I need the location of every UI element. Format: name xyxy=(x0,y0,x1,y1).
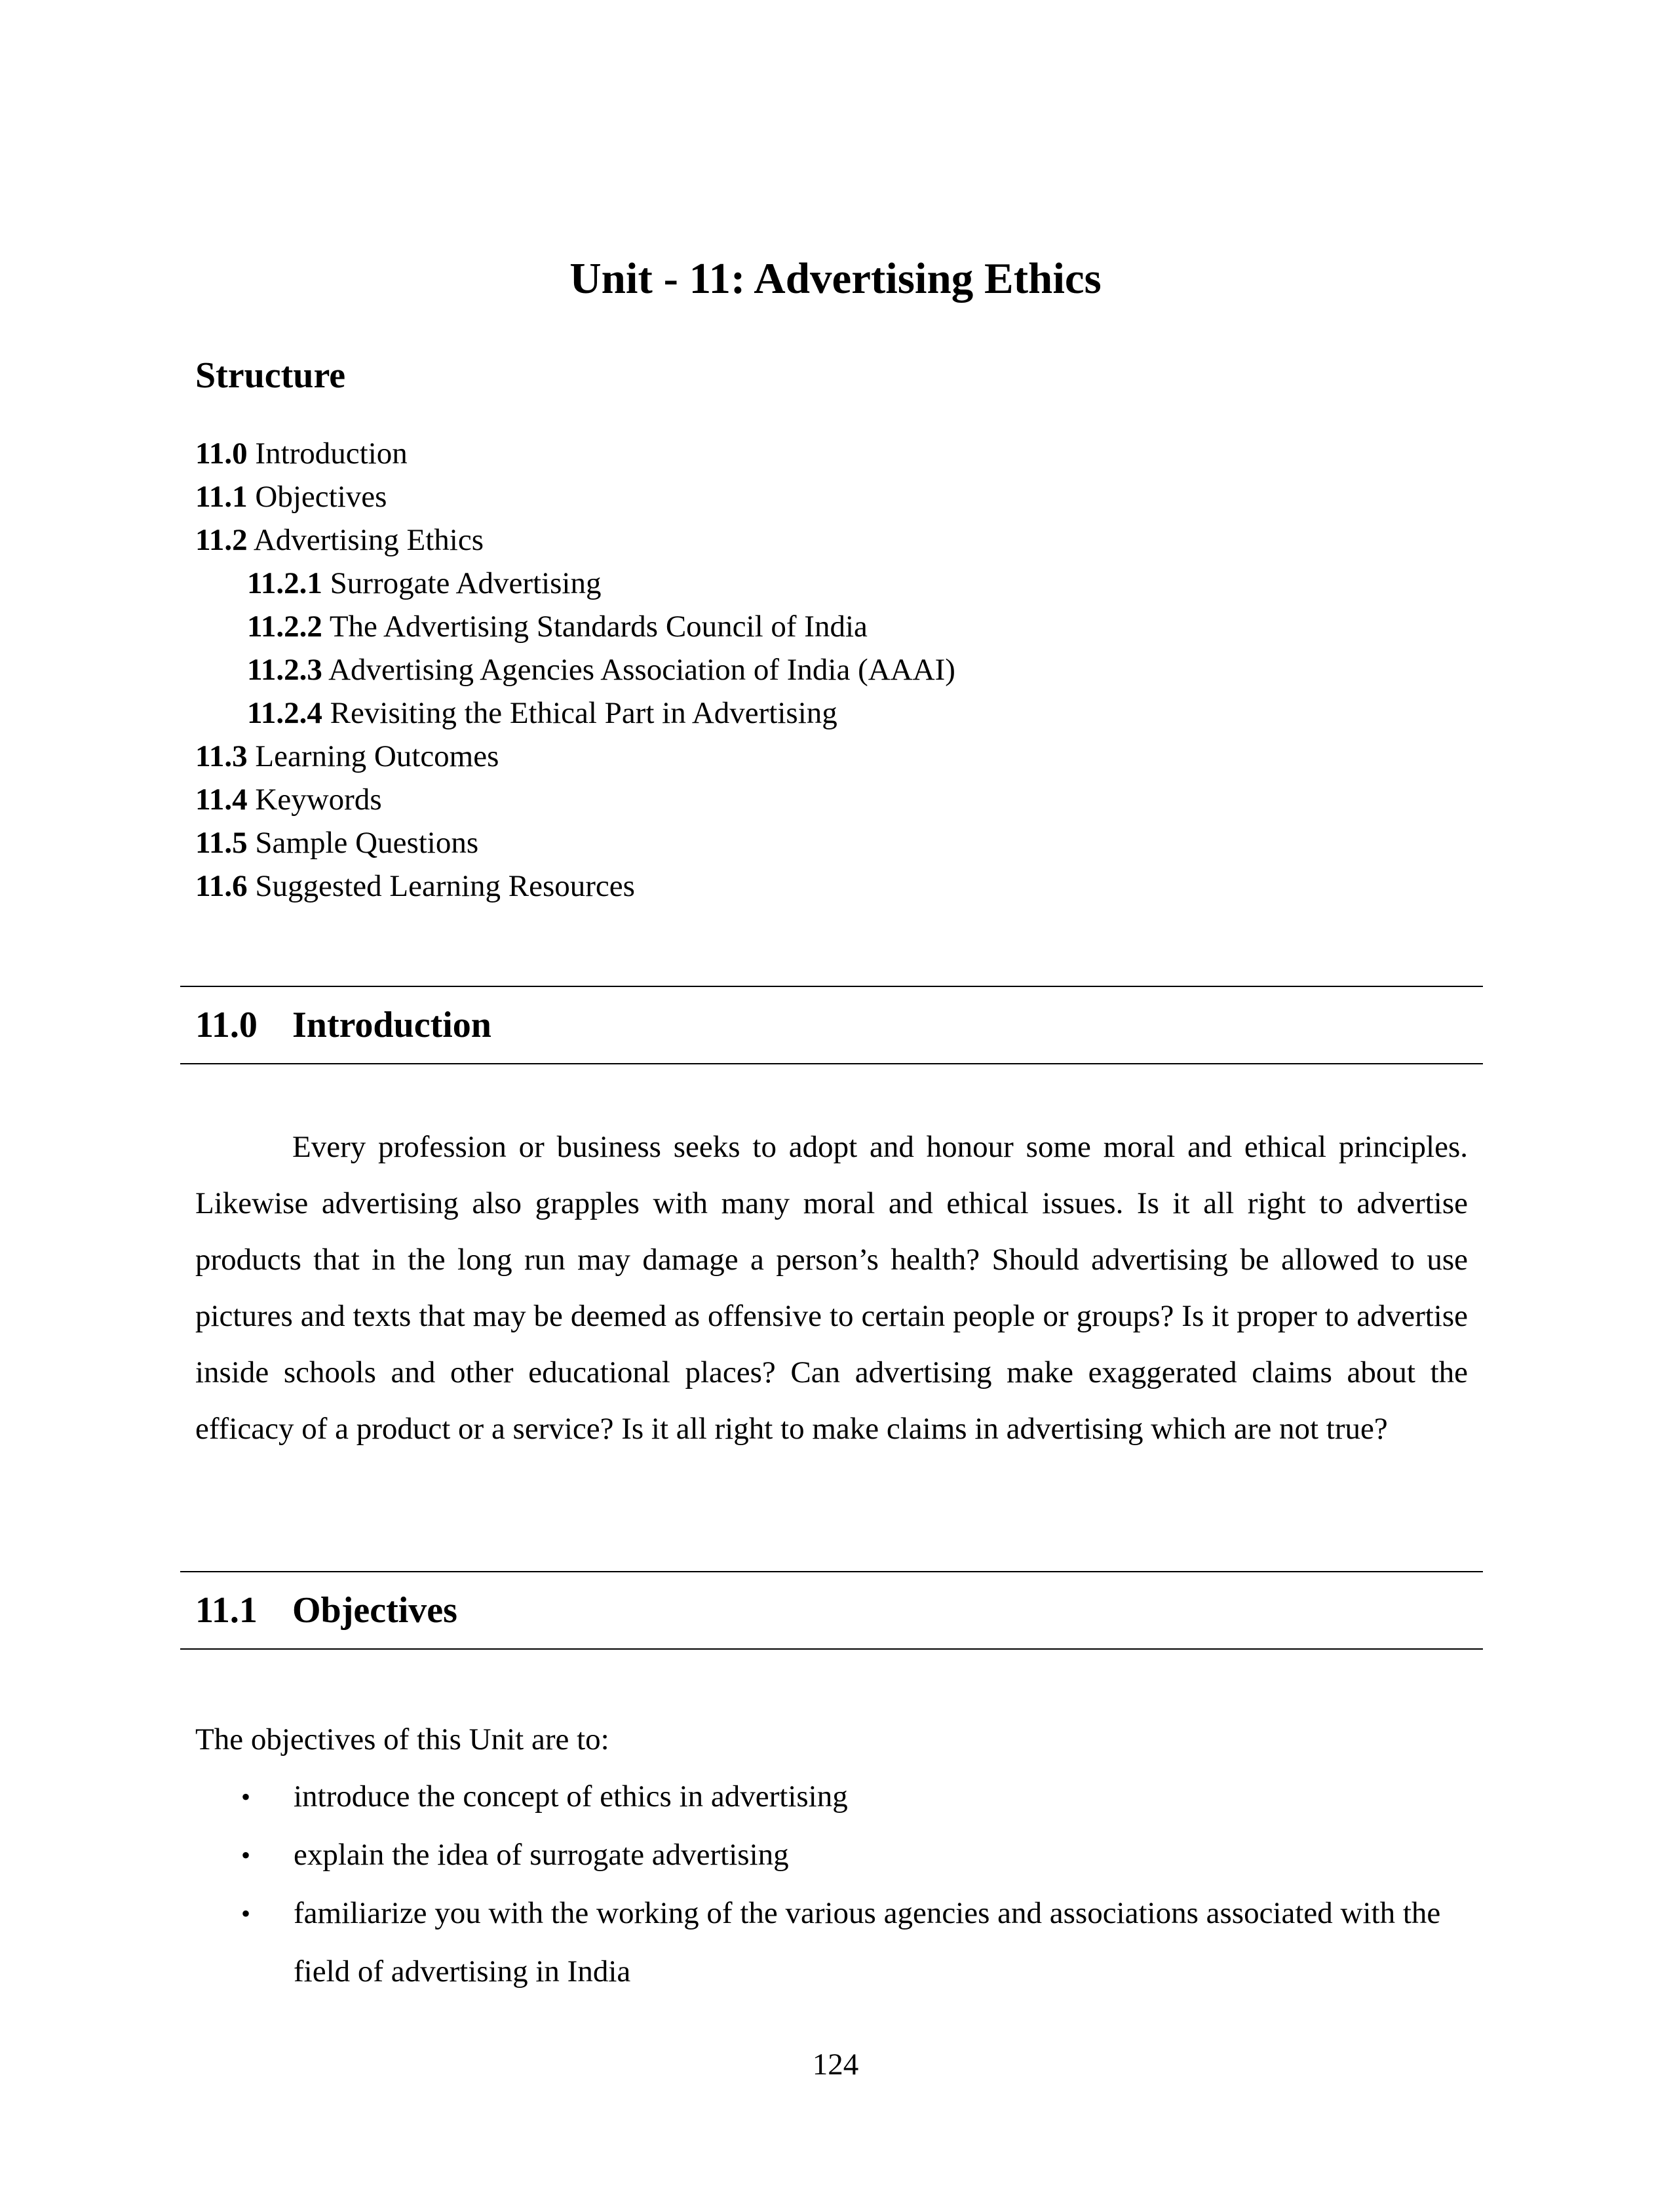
structure-item-number: 11.3 xyxy=(195,739,248,773)
list-item xyxy=(195,1884,1468,2001)
structure-item-label: Introduction xyxy=(255,437,408,471)
structure-item-label: Learning Outcomes xyxy=(255,739,499,773)
structure-subitem xyxy=(195,605,955,648)
introduction-paragraph: Every profession or business seeks to adopt and honour some moral and ethical principles. Likewise advertising also grapples with many moral and ethical issues. Is it all right to advertise products that in the long run may damage a person’s health? Should advertising be allowed to use pictures and texts that may be deemed as offensive to certain people or groups? Is it proper to advertise inside schools and other educational places? Can advertising make exaggerated claims about the efficacy of a product or a service? Is it all right to make claims in advertising which are not true? xyxy=(195,1130,1468,1446)
structure-item-number: 11.5 xyxy=(195,826,248,860)
structure-item-number: 11.0 xyxy=(195,437,248,471)
section-divider-top xyxy=(180,1571,1483,1572)
structure-item xyxy=(195,778,955,821)
structure-item xyxy=(195,821,955,864)
structure-item-number: 11.1 xyxy=(195,480,248,514)
structure-item-label: Keywords xyxy=(255,783,382,817)
structure-item-label: Sample Questions xyxy=(255,826,479,860)
introduction-number: 11.0 xyxy=(195,1005,258,1045)
structure-subitem xyxy=(195,691,955,735)
structure-item-label: Advertising Ethics xyxy=(253,523,484,557)
structure-item-label: Objectives xyxy=(255,480,387,514)
structure-subitem xyxy=(195,562,955,605)
structure-item xyxy=(195,475,955,518)
section-divider-bottom xyxy=(180,1648,1483,1650)
list-item xyxy=(195,1768,1468,1826)
structure-list xyxy=(195,432,955,908)
structure-item-number: 11.2.2 xyxy=(247,610,322,644)
structure-item xyxy=(195,864,955,908)
objective-text: familiarize you with the working of the various agencies and associations associated with the field of advertising in India xyxy=(294,1896,1441,1989)
structure-item-number: 11.2 xyxy=(195,523,248,557)
structure-item-label: Revisiting the Ethical Part in Advertising xyxy=(330,696,837,730)
unit-title: Unit - 11: Advertising Ethics xyxy=(569,254,1102,303)
objectives-heading xyxy=(195,1587,457,1633)
structure-heading: Structure xyxy=(195,355,346,396)
structure-item-label: Surrogate Advertising xyxy=(330,566,602,600)
objectives-lead: The objectives of this Unit are to: xyxy=(195,1722,609,1756)
structure-subitem xyxy=(195,648,955,691)
list-item xyxy=(195,1826,1468,1884)
bullet-icon: • xyxy=(241,1840,251,1870)
section-divider-bottom xyxy=(180,1063,1483,1064)
structure-item-number: 11.2.4 xyxy=(247,696,322,730)
objective-text: introduce the concept of ethics in advertising xyxy=(294,1779,848,1814)
bullet-icon: • xyxy=(241,1782,251,1812)
objectives-number: 11.1 xyxy=(195,1590,258,1631)
structure-item-number: 11.2.3 xyxy=(247,653,322,687)
structure-item xyxy=(195,432,955,475)
structure-item xyxy=(195,518,955,562)
introduction-heading xyxy=(195,1002,491,1048)
page-number: 124 xyxy=(812,2047,859,2082)
structure-item-number: 11.4 xyxy=(195,783,248,817)
structure-item-number: 11.6 xyxy=(195,869,248,903)
structure-item xyxy=(195,735,955,778)
structure-item-label: Advertising Agencies Association of India (AAAI) xyxy=(328,653,955,687)
objective-text: explain the idea of surrogate advertising xyxy=(294,1838,789,1872)
introduction-title: Introduction xyxy=(292,1005,491,1045)
structure-item-number: 11.2.1 xyxy=(247,566,322,600)
objectives-title: Objectives xyxy=(292,1590,457,1631)
bullet-icon: • xyxy=(241,1899,251,1928)
section-divider-top xyxy=(180,986,1483,987)
structure-item-label: The Advertising Standards Council of India xyxy=(329,610,868,644)
objectives-list xyxy=(195,1768,1468,2001)
structure-item-label: Suggested Learning Resources xyxy=(255,869,635,903)
